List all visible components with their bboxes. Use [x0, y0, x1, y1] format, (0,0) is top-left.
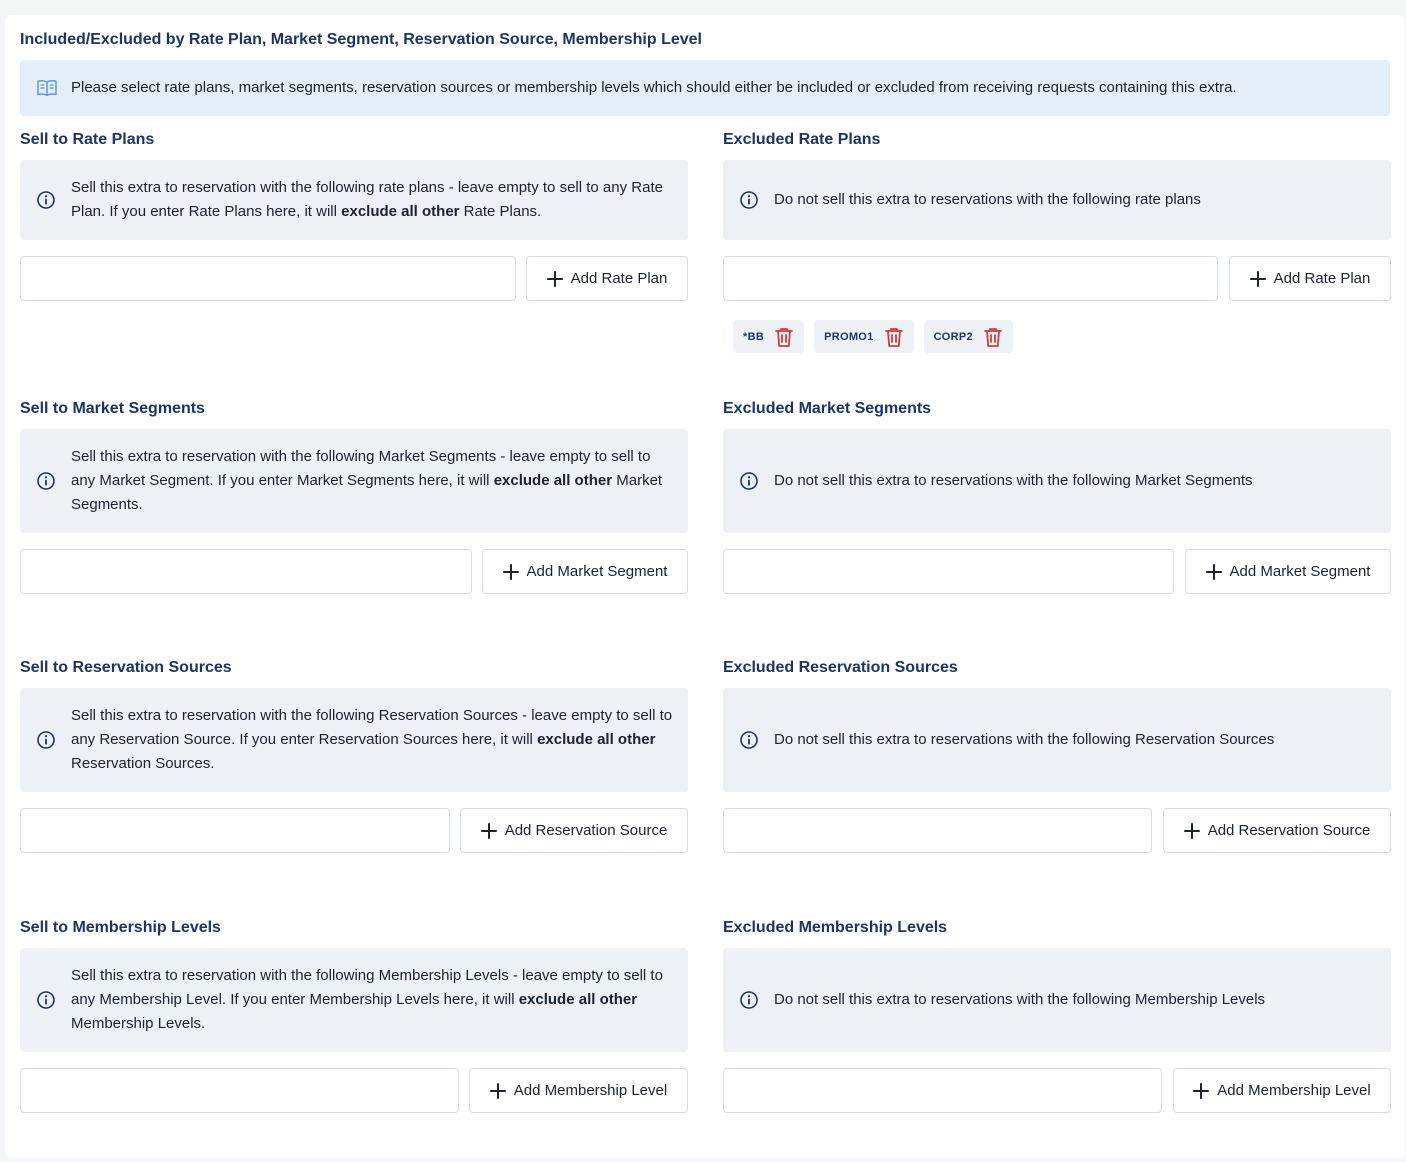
info-text: Do not sell this extra to reservations with the following Membership Levels	[774, 991, 1266, 1008]
info-banner-text: Please select rate plans, market segments, reservation sources or membership levels which should either be included or excluded from receiving requests containing this extra.	[71, 79, 1237, 96]
info-text	[71, 445, 674, 517]
info-text	[71, 964, 674, 1036]
plus-icon	[490, 1083, 506, 1099]
button-label: Add Market Segment	[526, 563, 668, 580]
info-text: Do not sell this extra to reservations with the following rate plans	[774, 191, 1201, 208]
plus-icon	[1206, 564, 1222, 580]
rate-plan-tag	[924, 320, 1013, 353]
info-banner	[20, 60, 1390, 116]
trash-icon[interactable]	[774, 326, 794, 348]
sell-reservation-sources-section	[20, 657, 688, 857]
button-label: Add Reservation Source	[504, 822, 668, 839]
page-title: Included/Excluded by Rate Plan, Market Segment, Reservation Source, Membership Level	[20, 31, 702, 48]
info-text-bold: exclude all other	[537, 731, 656, 748]
info-icon	[36, 990, 56, 1010]
add-sell-membership-level-button[interactable]	[469, 1068, 688, 1113]
excluded-market-segments-section	[723, 398, 1391, 598]
button-label: Add Membership Level	[1217, 1082, 1371, 1099]
info-box	[20, 429, 688, 533]
info-text-part: Sell this extra to reservation with the following rate plans - leave empty to sell to any Rate Plan. If you enter Rate Plans here, it will	[71, 179, 663, 220]
info-box	[723, 948, 1391, 1052]
book-icon	[36, 78, 58, 98]
excluded-rate-plan-tags	[733, 320, 1013, 353]
plus-icon	[1250, 271, 1266, 287]
excluded-market-segment-input[interactable]	[723, 549, 1174, 594]
plus-icon	[481, 823, 497, 839]
excluded-reservation-source-input[interactable]	[723, 808, 1152, 853]
add-sell-market-segment-button[interactable]	[482, 549, 688, 594]
info-box	[723, 688, 1391, 792]
button-label: Add Rate Plan	[1273, 270, 1371, 287]
plus-icon	[503, 564, 519, 580]
info-text-bold: exclude all other	[341, 203, 460, 220]
info-text-part: Sell this extra to reservation with the following Market Segments - leave empty to sell to any Market Segment. If you enter Market Segments here, it will	[71, 448, 651, 489]
info-box	[723, 429, 1391, 533]
info-icon	[739, 471, 759, 491]
section-title: Sell to Rate Plans	[20, 131, 155, 148]
info-text-part: Sell this extra to reservation with the following Membership Levels - leave empty to sell to any Membership Level. If you enter Membership Levels here, it will	[71, 967, 663, 1008]
info-icon	[36, 471, 56, 491]
info-box	[20, 688, 688, 792]
add-sell-rate-plan-button[interactable]	[526, 256, 688, 301]
sell-rate-plans-section	[20, 129, 688, 309]
info-icon	[36, 190, 56, 210]
add-excluded-market-segment-button[interactable]	[1185, 549, 1391, 594]
sell-membership-level-input[interactable]	[20, 1068, 459, 1113]
info-icon	[739, 730, 759, 750]
add-excluded-reservation-source-button[interactable]	[1163, 808, 1391, 853]
add-sell-reservation-source-button[interactable]	[460, 808, 688, 853]
button-label: Add Rate Plan	[570, 270, 668, 287]
section-title: Sell to Membership Levels	[20, 919, 221, 936]
plus-icon	[1184, 823, 1200, 839]
sell-market-segment-input[interactable]	[20, 549, 472, 594]
info-box	[20, 948, 688, 1052]
trash-icon[interactable]	[884, 326, 904, 348]
excluded-membership-levels-section	[723, 917, 1391, 1117]
section-title: Excluded Rate Plans	[723, 131, 881, 148]
sell-membership-levels-section	[20, 917, 688, 1117]
info-text-part: Reservation Sources.	[71, 755, 215, 772]
info-text	[71, 704, 674, 776]
button-label: Add Reservation Source	[1207, 822, 1371, 839]
info-text-bold: exclude all other	[493, 472, 613, 489]
info-text: Do not sell this extra to reservations with the following Market Segments	[774, 472, 1253, 489]
add-excluded-membership-level-button[interactable]	[1173, 1068, 1391, 1113]
info-icon	[739, 990, 759, 1010]
add-excluded-rate-plan-button[interactable]	[1229, 256, 1391, 301]
plus-icon	[1193, 1083, 1209, 1099]
info-text: Do not sell this extra to reservations with the following Reservation Sources	[774, 731, 1275, 748]
button-label: Add Market Segment	[1229, 563, 1371, 580]
sell-reservation-source-input[interactable]	[20, 808, 450, 853]
button-label: Add Membership Level	[513, 1082, 668, 1099]
section-title: Excluded Market Segments	[723, 400, 932, 417]
info-text	[71, 176, 674, 224]
sell-rate-plan-input[interactable]	[20, 256, 516, 301]
trash-icon[interactable]	[983, 326, 1003, 348]
info-box	[723, 160, 1391, 240]
sell-market-segments-section	[20, 398, 688, 598]
rate-plan-tag	[814, 320, 913, 353]
excluded-reservation-sources-section	[723, 657, 1391, 857]
section-title: Sell to Reservation Sources	[20, 659, 232, 676]
plus-icon	[547, 271, 563, 287]
info-text-part: Rate Plans.	[459, 203, 542, 220]
excluded-rate-plans-section	[723, 129, 1391, 359]
info-text-part: Membership Levels.	[71, 1015, 206, 1032]
info-text-part: Sell this extra to reservation with the following Reservation Sources - leave empty to sell to any Reservation Source. If you enter Reservation Sources here, it will	[71, 707, 673, 748]
info-text-bold: exclude all other	[518, 991, 638, 1008]
info-box	[20, 160, 688, 240]
excluded-rate-plan-input[interactable]	[723, 256, 1218, 301]
tag-label: CORP2	[933, 330, 973, 343]
tag-label: PROMO1	[824, 330, 874, 343]
section-title: Excluded Membership Levels	[723, 919, 948, 936]
info-text-part: Market Segments.	[71, 472, 663, 513]
section-title: Sell to Market Segments	[20, 400, 205, 417]
tag-label: *BB	[743, 330, 765, 343]
info-icon	[36, 730, 56, 750]
info-icon	[739, 190, 759, 210]
section-title: Excluded Reservation Sources	[723, 659, 958, 676]
excluded-membership-level-input[interactable]	[723, 1068, 1162, 1113]
rate-plan-tag	[733, 320, 804, 353]
